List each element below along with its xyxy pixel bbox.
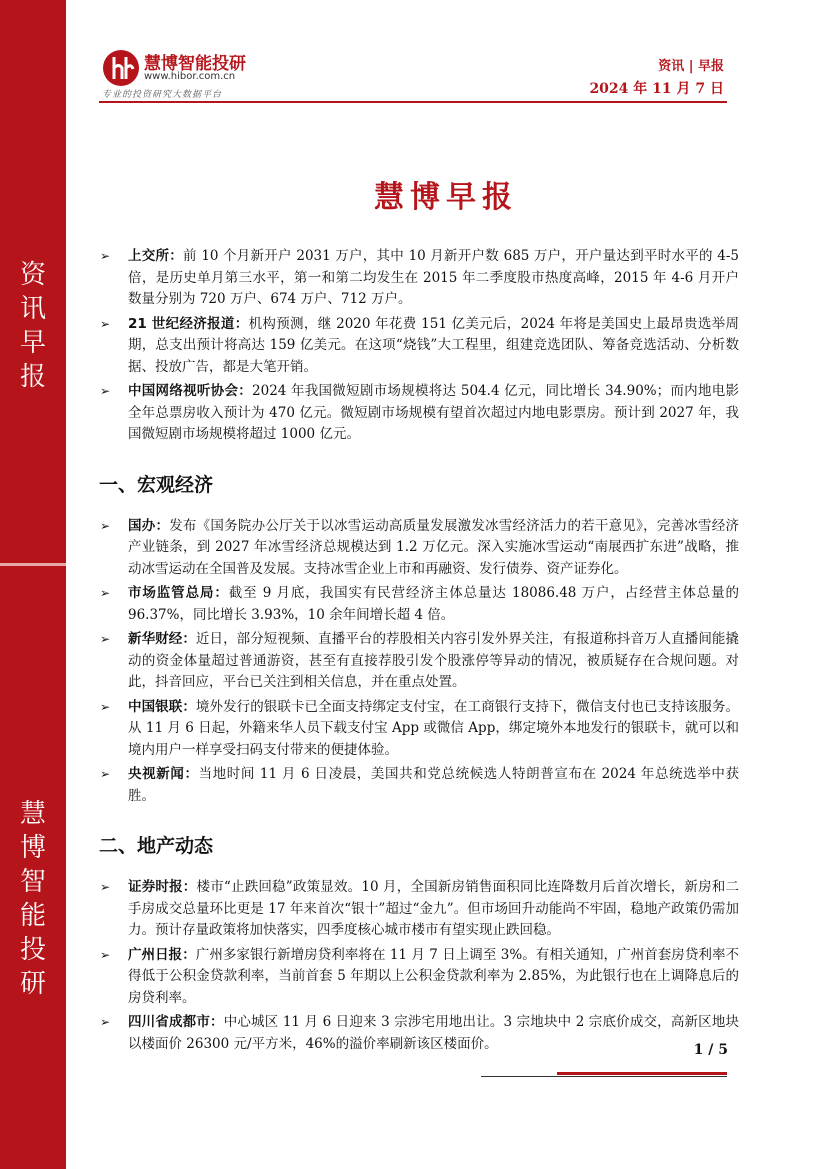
list-item bbox=[99, 516, 739, 581]
arrow-bullet-icon: ➢ bbox=[100, 384, 111, 398]
news-source: 上交所： bbox=[128, 248, 184, 264]
footer-rule-thin bbox=[481, 1076, 727, 1077]
section-heading-macro: 一、宏观经济 bbox=[99, 473, 214, 496]
hibor-logo bbox=[102, 47, 262, 99]
hibor-logo-icon bbox=[102, 49, 140, 87]
arrow-bullet-icon: ➢ bbox=[100, 699, 111, 714]
main-content bbox=[99, 246, 739, 1058]
report-category: 资讯 | 早报 bbox=[658, 59, 724, 74]
news-source: 广州日报： bbox=[128, 946, 196, 963]
arrow-bullet-icon: ➢ bbox=[100, 632, 111, 646]
arrow-bullet-icon: ➢ bbox=[100, 767, 111, 781]
news-source: 中国银联： bbox=[128, 698, 196, 715]
news-text: 中心城区 11 月 6 日迎来 3 宗涉宅用地出让。3 宗地块中 2 宗底价成交，高新区地块以楼面价 26300 元/平方米，46%的溢价率刷新该区楼面价。 bbox=[128, 1014, 740, 1052]
news-text: 截至 9 月底，我国实有民营经济主体总量达 18086.48 万户，占经营主体总量的 96.37%，同比增长 3.93%，10 余年间增长超 4 倍。 bbox=[128, 585, 740, 623]
header-rule bbox=[99, 101, 727, 103]
page-number: 1 / 5 bbox=[693, 1042, 728, 1058]
property-list bbox=[99, 877, 739, 1055]
news-text: 发布《国务院办公厅关于以冰雪运动高质量发展激发冰雪经济活力的若干意见》，完善冰雪经济产业链条，到 2027 年冰雪经济总规模达到 1.2 万亿元。深入实施冰雪运动“南展西扩东进”战略，推动冰雪运动在全国普及发展。支持冰雪企业上市和再融资、发行债券、资产证券化。 bbox=[128, 517, 740, 577]
news-source: 市场监管总局： bbox=[128, 585, 229, 601]
news-text: 近日，部分短视频、直播平台的荐股相关内容引发外界关注，有报道称抖音万人直播间能撬动的资金体量超过普通游资，甚至有直接荐股引发个股涨停等异动的情况，被质疑存在合规问题。对此，抖音回应，平台已关注到相关信息，并在重点处置。 bbox=[128, 631, 740, 690]
list-item bbox=[99, 877, 739, 942]
list-item bbox=[99, 1012, 739, 1055]
news-source: 中国网络视听协会： bbox=[128, 383, 253, 399]
news-source: 21 世纪经济报道： bbox=[128, 315, 249, 332]
list-item bbox=[99, 314, 739, 379]
news-source: 四川省成都市： bbox=[128, 1014, 224, 1030]
news-text: 当地时间 11 月 6 日凌晨，美国共和党总统候选人特朗普宣布在 2024 年总统选举中获胜。 bbox=[128, 766, 740, 804]
intro-list bbox=[99, 246, 739, 446]
logo-name: 慧博智能投研 bbox=[144, 54, 246, 74]
news-text: 前 10 个月新开户 2031 万户，其中 10 月新开户数 685 万户，开户量达到平时水平的 4-5 倍，是历史单月第三水平，第一和第二均发生在 2015 年二季度股市热度高峰，2015 年 4-6 月开户数量分别为 720 万户、674 万户、712 万户。 bbox=[128, 248, 739, 307]
section-heading-property: 二、地产动态 bbox=[99, 835, 214, 857]
sidebar-label-bottom: 慧 博 智 能 投 研 bbox=[19, 799, 46, 999]
header-meta bbox=[589, 58, 724, 100]
arrow-bullet-icon: ➢ bbox=[100, 947, 111, 962]
list-item bbox=[99, 945, 739, 1010]
sidebar-band bbox=[0, 0, 66, 1169]
list-item bbox=[99, 246, 739, 311]
news-text: 楼市“止跌回稳”政策显效。10 月，全国新房销售面积同比连降数月后首次增长，新房和二手房成交总量环比更是 17 年来首次“银十”超过“金九”。但市场回升动能尚不牢固，稳地产政策仍需加力。预计存量政策将加快落实，四季度核心城市楼市有望实现止跌回稳。 bbox=[128, 879, 739, 938]
news-source: 国办： bbox=[128, 517, 170, 534]
arrow-bullet-icon: ➢ bbox=[100, 249, 111, 263]
logo-url: www.hibor.com.cn bbox=[144, 71, 236, 82]
logo-slogan: 专业的投资研究大数据平台 bbox=[102, 90, 223, 100]
news-source: 证券时报： bbox=[128, 879, 197, 895]
macro-list bbox=[99, 516, 739, 808]
sidebar-divider bbox=[0, 563, 66, 566]
list-item bbox=[99, 697, 739, 762]
sidebar-label-top: 资 讯 早 报 bbox=[19, 260, 46, 392]
news-source: 央视新闻： bbox=[128, 766, 199, 782]
report-date: 2024 年 11 月 7 日 bbox=[589, 81, 724, 97]
arrow-bullet-icon: ➢ bbox=[100, 316, 111, 331]
news-text: 机构预测，继 2020 年花费 151 亿美元后，2024 年将是美国史上最昂贵选举周期，总支出预计将高达 159 亿美元。在这项“烧钱”大工程里，组建竞选团队、筹备竞选活动、分析数据、投放广告，都是大笔开销。 bbox=[128, 315, 739, 375]
list-item bbox=[99, 764, 739, 807]
news-source: 新华财经： bbox=[128, 631, 196, 647]
footer-rule-thick bbox=[557, 1072, 727, 1075]
list-item bbox=[99, 629, 739, 694]
arrow-bullet-icon: ➢ bbox=[100, 1015, 111, 1029]
arrow-bullet-icon: ➢ bbox=[100, 586, 111, 600]
news-text: 2024 年我国微短剧市场规模将达 504.4 亿元，同比增长 34.90%；而内地电影全年总票房收入预计为 470 亿元。微短剧市场规模有望首次超过内地电影票房。预计到 2027 年，我国微短剧市场规模将超过 1000 亿元。 bbox=[128, 383, 740, 442]
arrow-bullet-icon: ➢ bbox=[100, 880, 111, 894]
list-item bbox=[99, 381, 739, 446]
arrow-bullet-icon: ➢ bbox=[100, 518, 111, 533]
page-title: 慧博早报 bbox=[374, 180, 518, 215]
news-text: 广州多家银行新增房贷利率将在 11 月 7 日上调至 3%。有相关通知，广州首套房贷利率不得低于公积金贷款利率，当前首套 5 年期以上公积金贷款利率为 2.85%，为此银行也在上调降息后的房贷利率。 bbox=[128, 946, 740, 1006]
list-item bbox=[99, 583, 739, 626]
news-text: 境外发行的银联卡已全面支持绑定支付宝，在工商银行支持下，微信支付也已支持该服务。从 11 月 6 日起，外籍来华人员下载支付宝 App 或微信 App，绑定境外本地发行的银联卡，就可以和境内用户一样享受扫码支付带来的便捷体验。 bbox=[128, 698, 740, 758]
